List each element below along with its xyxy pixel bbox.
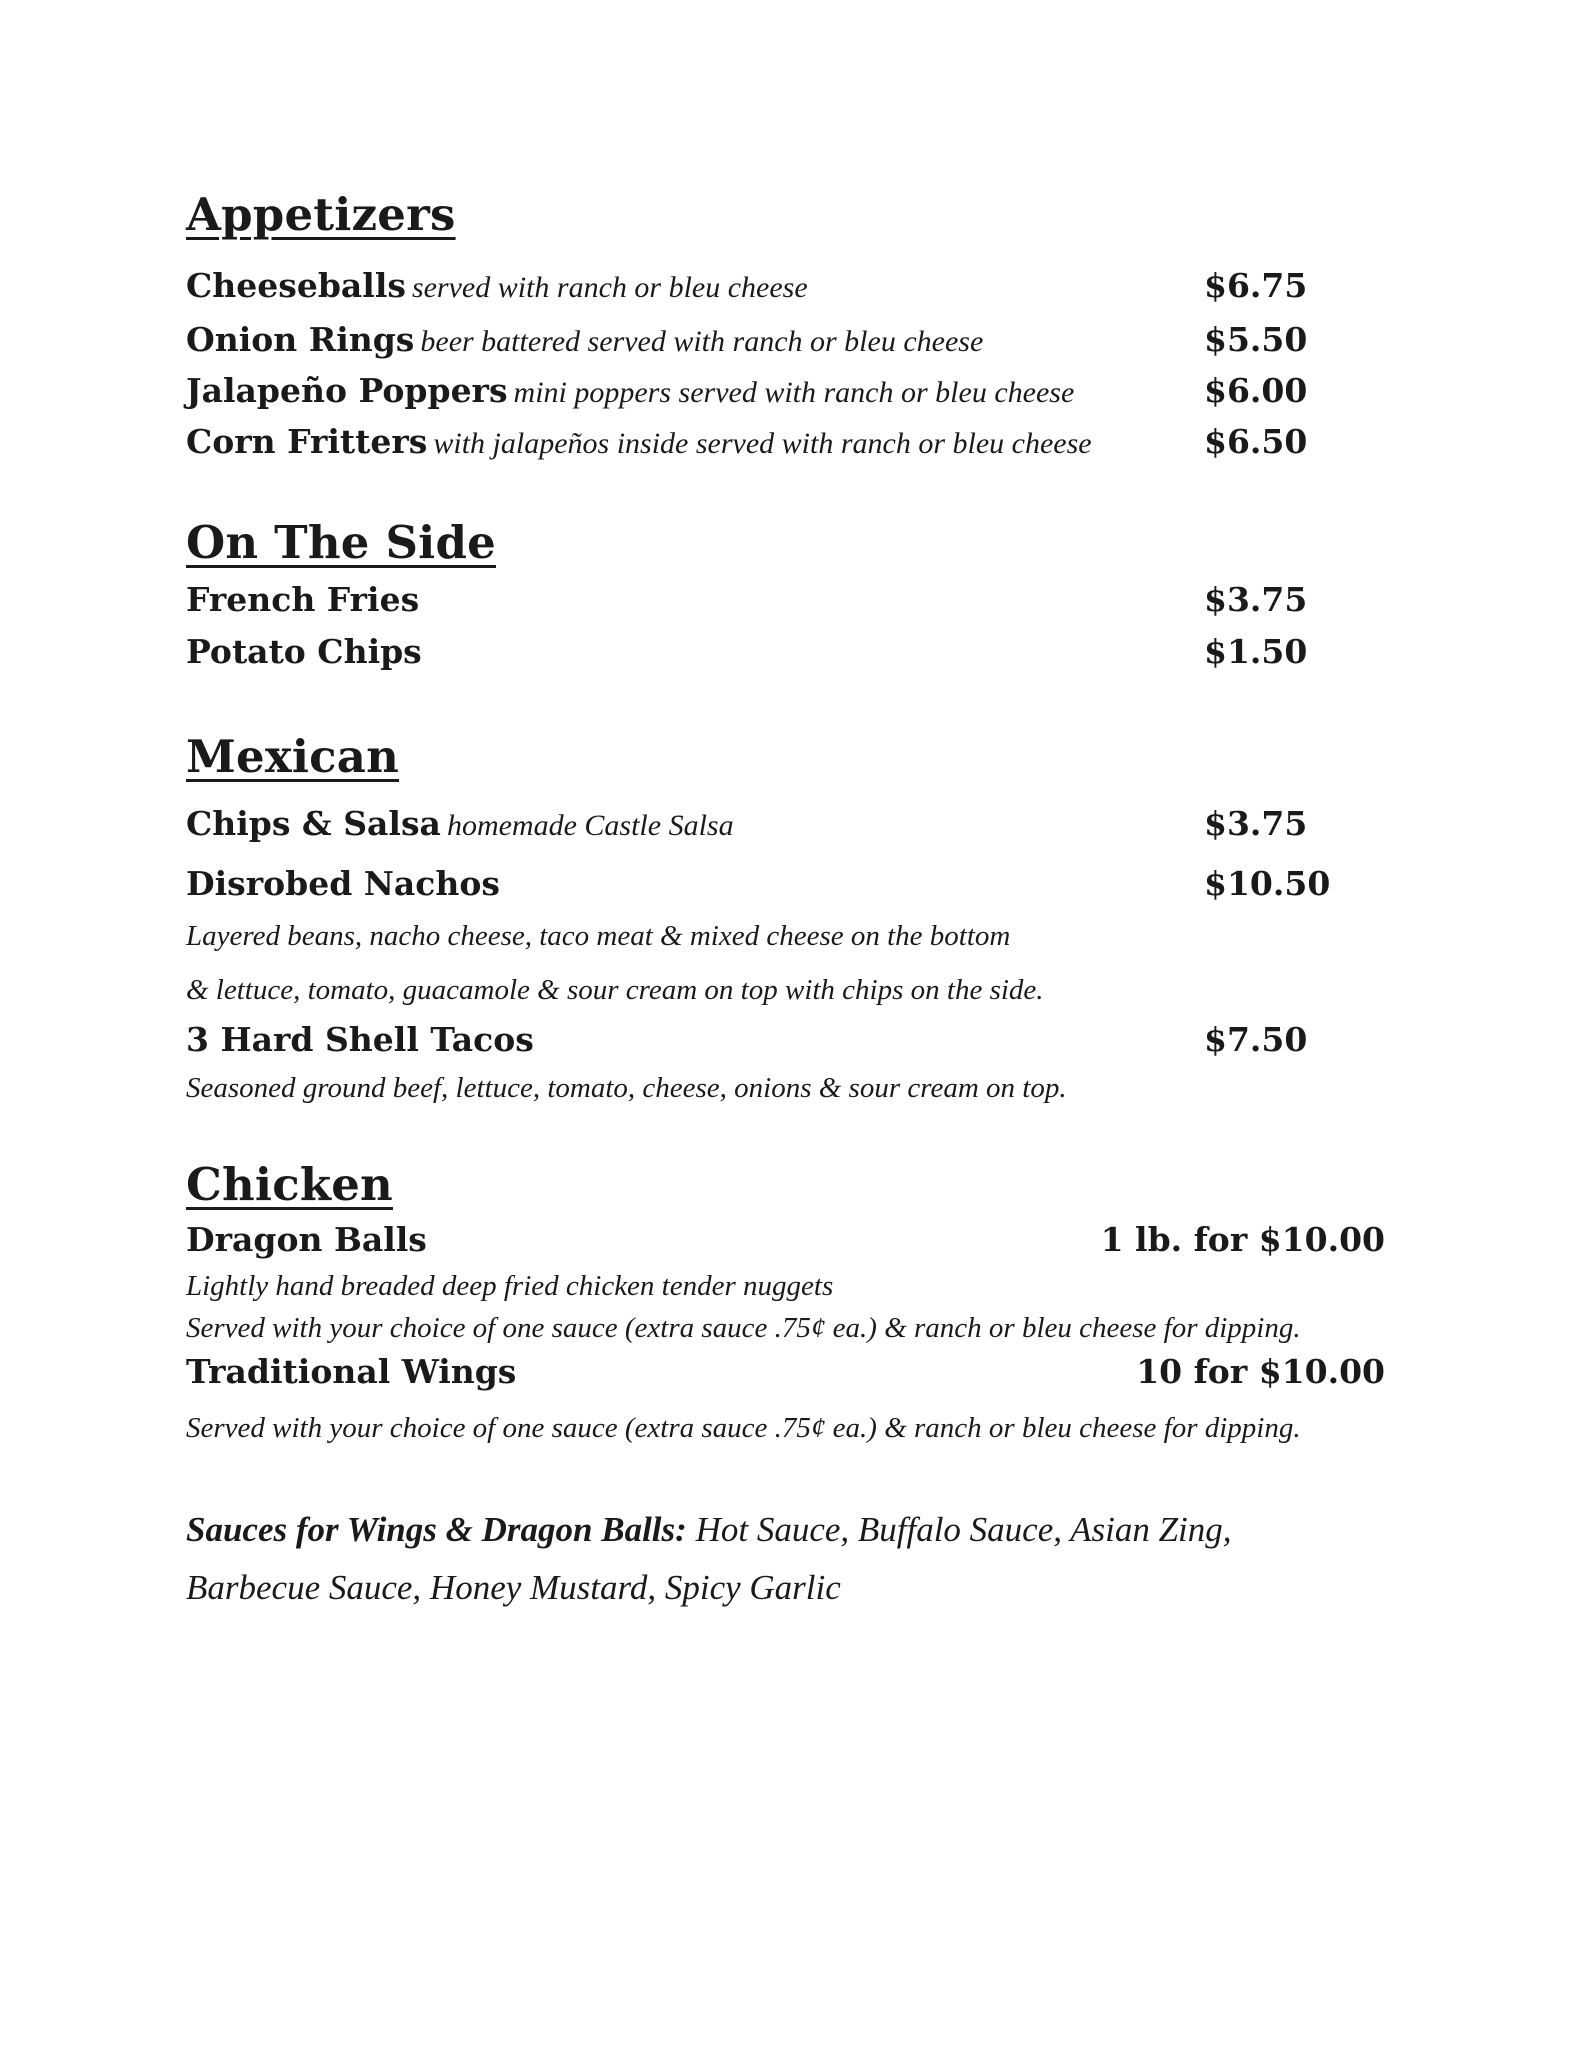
item-name: French Fries — [186, 580, 420, 619]
item-note: Lightly hand breaded deep fried chicken tender nuggets — [186, 1270, 834, 1302]
item-description: mini poppers served with ranch or bleu cheese — [513, 376, 1075, 409]
item-note: & lettuce, tomato, guacamole & sour cream on top with chips on the side. — [186, 974, 1044, 1006]
item-name: Onion Rings — [186, 320, 415, 359]
item-price: $1.50 — [1204, 632, 1308, 671]
menu-item — [186, 632, 422, 671]
item-price: $6.00 — [1204, 371, 1308, 410]
item-price: $6.50 — [1204, 422, 1308, 461]
item-name: Cheeseballs — [186, 266, 406, 305]
section-heading-side: On The Side — [186, 516, 496, 569]
menu-item — [186, 1220, 427, 1259]
menu-item — [186, 580, 419, 619]
item-price: $3.75 — [1204, 580, 1308, 619]
menu-item — [186, 371, 1074, 410]
item-note: Served with your choice of one sauce (extra sauce .75¢ ea.) & ranch or bleu cheese for dipping. — [186, 1412, 1301, 1444]
item-price: $10.50 — [1204, 864, 1331, 903]
item-name: 3 Hard Shell Tacos — [186, 1020, 534, 1059]
item-description: with jalapeños inside served with ranch or bleu cheese — [433, 427, 1092, 460]
item-price: $7.50 — [1204, 1020, 1308, 1059]
item-price: $5.50 — [1204, 320, 1308, 359]
item-price: 1 lb. for $10.00 — [1100, 1220, 1385, 1259]
item-name: Disrobed Nachos — [186, 864, 500, 903]
item-note: Served with your choice of one sauce (extra sauce .75¢ ea.) & ranch or bleu cheese for dipping. — [186, 1312, 1301, 1344]
item-price: $6.75 — [1204, 266, 1308, 305]
section-heading-chicken: Chicken — [186, 1158, 393, 1211]
item-description: beer battered served with ranch or bleu cheese — [420, 325, 984, 358]
menu-item — [186, 266, 808, 305]
sauces-lead: Sauces for Wings & Dragon Balls: — [186, 1510, 687, 1549]
item-name: Potato Chips — [186, 632, 422, 671]
item-name: Chips & Salsa — [186, 804, 441, 843]
menu-item — [186, 864, 500, 903]
menu-item — [186, 804, 734, 843]
sauces-line — [186, 1568, 841, 1608]
menu-item — [186, 422, 1092, 461]
item-note: Layered beans, nacho cheese, taco meat & mixed cheese on the bottom — [186, 920, 1011, 952]
item-name: Jalapeño Poppers — [186, 371, 508, 410]
section-heading-appetizers: Appetizers — [186, 188, 456, 241]
menu-item — [186, 320, 983, 359]
sauces-list: Hot Sauce, Buffalo Sauce, Asian Zing, — [695, 1510, 1232, 1549]
item-name: Corn Fritters — [186, 422, 428, 461]
item-name: Dragon Balls — [186, 1220, 427, 1259]
menu-item — [186, 1020, 534, 1059]
sauces-line — [186, 1510, 1232, 1550]
item-note: Seasoned ground beef, lettuce, tomato, cheese, onions & sour cream on top. — [186, 1072, 1067, 1104]
item-price: $3.75 — [1204, 804, 1308, 843]
menu-item — [186, 1352, 516, 1391]
sauces-list: Barbecue Sauce, Honey Mustard, Spicy Garlic — [186, 1568, 841, 1607]
item-price: 10 for $10.00 — [1136, 1352, 1385, 1391]
item-description: homemade Castle Salsa — [446, 809, 734, 842]
item-description: served with ranch or bleu cheese — [411, 271, 808, 304]
section-heading-mexican: Mexican — [186, 730, 400, 783]
item-name: Traditional Wings — [186, 1352, 517, 1391]
